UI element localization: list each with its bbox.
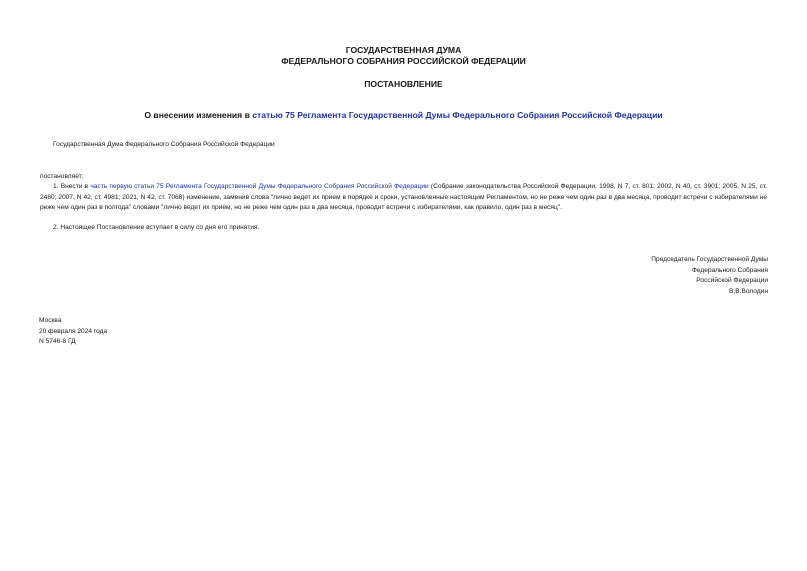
resolves-text: постановляет: [40, 173, 84, 180]
header-line-1: ГОСУДАРСТВЕННАЯ ДУМА [345, 45, 462, 55]
item-1-paragraph [40, 182, 767, 214]
signature-line-3: Российской Федерации [696, 277, 768, 284]
decree-type: ПОСТАНОВЛЕНИЕ [364, 79, 443, 89]
document-footer [39, 316, 107, 348]
title-prefix: О внесении изменения в [144, 110, 253, 120]
signature-line-1: Председатель Государственной Думы [651, 256, 768, 263]
item-2-paragraph: 2. Настоящее Постановление вступает в силу со дня его принятия. [53, 224, 260, 231]
signature-block [651, 255, 768, 297]
title-article-link[interactable]: статью 75 Регламента Государственной Думы Федерального Собрания Российской Федерации [252, 110, 663, 120]
preamble-text: Государственная Дума Федерального Собрания Российской Федерации [53, 141, 275, 148]
item-1-article-link[interactable]: часть первую статьи 75 Регламента Государственной Думы Федерального Собрания Российской Федерации [90, 183, 429, 190]
item-1-prefix: 1. Внести в [53, 183, 91, 190]
footer-date: 20 февраля 2024 года [39, 327, 108, 335]
item-1-text: (Собрание законодательства Российской Федерации, 1998, N 7, ст. 801; 2002, N 40, ст. 3901; 2005, N 25, ст. 2480; 2007, N 42, ст. 4981; 2021, N 42, ст. 7068) изменение, заменив слова "лично ведет их прием в порядке и сроки, установленные настоящим Регламентом, но не реже чем один раз в два месяца, проводит встречи с избирателями не реже чем один раз в полгода" словами "лично ведет их прием, но не реже чем один раз в два месяца, проводит встречи с избирателями, как правило, один раз в месяц". [40, 183, 767, 211]
header-line-2: ФЕДЕРАЛЬНОГО СОБРАНИЯ РОССИЙСКОЙ ФЕДЕРАЦИИ [281, 56, 526, 66]
signatory-name: В.В.Володин [729, 287, 768, 295]
document-title [0, 110, 807, 120]
signature-line-2: Федерального Собрания [691, 266, 768, 274]
footer-number: N 5746-8 ГД [39, 338, 76, 345]
footer-city: Москва [39, 317, 62, 324]
document-header [0, 45, 807, 67]
